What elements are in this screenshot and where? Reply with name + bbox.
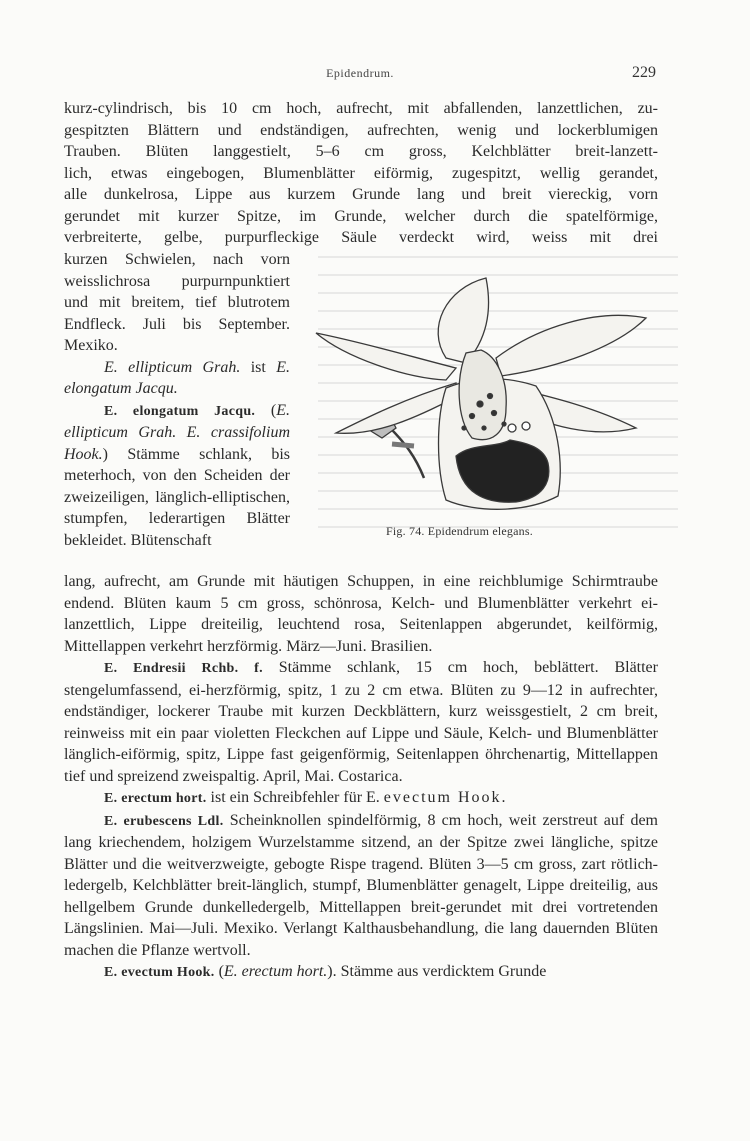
text: ist bbox=[240, 358, 277, 376]
paragraph: lang, aufrecht, am Grunde mit häutigen Schuppen, in eine reichblumige Schirmtraube endend. Blüten kaum 5 cm gross, schönrosa, Kelch- und Blumenblätter verkehrt ei-lanzettlich, Lippe dreiteilig, leuchtend rosa, Seitenlappen abgerundet, keilförmig, Mittellappen verkehrt herzförmig. März—Juni. Brasilien. bbox=[64, 573, 658, 655]
text: ). bbox=[327, 963, 337, 980]
pedicel bbox=[392, 444, 414, 446]
running-head: Epidendrum. bbox=[326, 66, 394, 80]
species-entry-erectum bbox=[64, 787, 658, 810]
main-text bbox=[64, 571, 658, 984]
text-line: kurz-cylindrisch, bis 10 cm hoch, aufrecht, mit abfallenden, lanzettlichen, zu- bbox=[64, 100, 658, 117]
species-heading: E. Endresii Rchb. f. bbox=[104, 661, 263, 676]
description: Scheinknollen spindelförmig, 8 cm hoch, weit zerstreut auf dem lang kriechendem, holzigem Wurzelstamme sitzend, an der Spitze zwei längliche, spitze Blätter und die weitverzweigte, gebogte Rispe tragend. Blüten 3—5 cm gross, zart rötlich-ledergelb, Kelchblätter breit-länglich, stumpf, Blumenblätter genagelt, Lippe dreiteilig, aus hellgelbem Grunde dunkelledergelb, Mittellappen breit-gerundet mit drei vortretenden Längslinien. Mai—Juli. Mexiko. Verlangt Kalthausbehandlung, die lang dauernden Blüten machen die Pflanze wertvoll. bbox=[64, 811, 659, 959]
spot bbox=[492, 411, 497, 416]
figure-caption: Fig. 74. Epidendrum elegans. bbox=[386, 524, 533, 538]
orchid-illustration bbox=[296, 268, 668, 546]
text: ( bbox=[214, 963, 224, 980]
synonym-entry bbox=[64, 357, 290, 400]
text: ( bbox=[255, 401, 277, 419]
synonyms: E. ellipticum Grah. E. crassifolium Hook. bbox=[64, 401, 290, 463]
description: Stämme aus verdicktem Grunde bbox=[336, 963, 547, 980]
right-petal bbox=[496, 315, 646, 376]
left-petal bbox=[316, 333, 456, 380]
paragraph-end: kurzen Schwielen, nach vorn weisslichrosa purpurnpunktiert und mit breitem, tief blutrotem Endfleck. Juli bis September. Mexiko. bbox=[64, 251, 290, 354]
description: Stämme schlank, bis meterhoch, von den Scheiden der zweizeiligen, länglich-elliptischen, stumpfen, lederartigen Blätter bekleidet. Blütenschaft bbox=[64, 445, 290, 549]
spot bbox=[488, 394, 493, 399]
synonyms: E. erectum hort. bbox=[223, 963, 328, 980]
species-entry-erubescens bbox=[64, 810, 658, 962]
text-line: alle dunkelrosa, Lippe aus kurzem Grunde lang und breit viereckig, vorn bbox=[64, 186, 658, 203]
description: ist ein Schreibfehler für E. bbox=[206, 789, 384, 806]
species-name: E. elongatum Jacqu. bbox=[64, 358, 290, 397]
spot bbox=[470, 414, 475, 419]
top-paragraph bbox=[64, 98, 658, 249]
spot bbox=[502, 422, 506, 426]
text-line: Trauben. Blüten langgestielt, 5–6 cm gross, Kelchblätter breit-lanzett- bbox=[64, 143, 658, 160]
spot bbox=[477, 401, 483, 407]
species-entry-endresii bbox=[64, 657, 658, 787]
species-heading: E. evectum Hook. bbox=[104, 965, 215, 980]
spot bbox=[462, 426, 466, 430]
species-heading: E. elongatum Jacqu. bbox=[104, 403, 256, 419]
description: Stämme schlank, 15 cm hoch, beblättert. Blätter stengelumfassend, ei-herzförmig, spitz, 1 zu 2 cm etwa. Blüten zu 9—12 in aufrechter, endständiger, lockerer Traube mit kurzen Deckblättern, kurz weissgestielt, 2 cm breit, reinweiss mit ein paar violetten Fleckchen auf Lippe und Säule, Kelch- und Blumenblätter länglich-eiförmig, spitz, Lippe fast geigenförmig, Seitenlappen öhrchenartig, Mittellappen tief und spreizend zweispaltig. April, Mai. Costarica. bbox=[64, 659, 658, 785]
page-number: 229 bbox=[632, 64, 656, 81]
text-line: lich, etwas eingebogen, Blumenblätter eiförmig, zugespitzt, wellig gerandet, bbox=[64, 164, 658, 182]
callus bbox=[522, 422, 530, 430]
species-entry-evectum bbox=[64, 961, 658, 984]
species-reference: evectum Hook. bbox=[383, 789, 508, 806]
page-header bbox=[64, 66, 656, 88]
text: ) bbox=[102, 445, 108, 463]
spot bbox=[482, 426, 486, 430]
narrow-column bbox=[64, 249, 290, 551]
species-entry-elongatum bbox=[64, 400, 290, 552]
species-name: E. ellipticum Grah. bbox=[104, 358, 241, 376]
text-line: gerundet mit kurzer Spitze, im Grunde, welcher durch die spatelförmige, bbox=[64, 207, 658, 225]
callus bbox=[508, 424, 516, 432]
text-line: gespitzten Blättern und endständigen, aufrechten, wenig und lockerblumigen bbox=[64, 121, 658, 139]
species-heading: E. erubescens Ldl. bbox=[104, 813, 224, 829]
text-line: verbreiterte, gelbe, purpurfleckige Säule verdeckt wird, weiss mit drei bbox=[64, 229, 658, 246]
species-heading: E. erectum hort. bbox=[104, 791, 207, 806]
